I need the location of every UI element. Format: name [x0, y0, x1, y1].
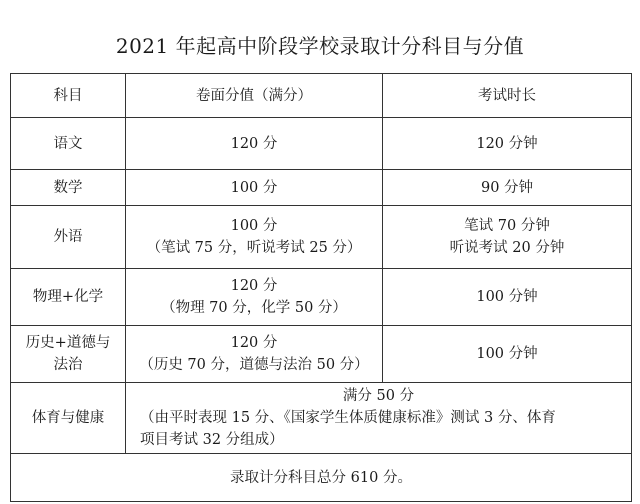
duration-value: 笔试 70 分钟 — [464, 218, 550, 234]
table-row — [11, 206, 632, 269]
total-cell: 录取计分科目总分 610 分。 — [11, 454, 632, 502]
pe-score-cell — [126, 383, 632, 454]
score-cell: 120 分 — [126, 118, 383, 170]
table-header-row — [11, 74, 632, 118]
score-cell: 100 分 — [126, 170, 383, 206]
table-row — [11, 269, 632, 326]
subject-cell: 体育与健康 — [11, 383, 126, 454]
subject-line: 法治 — [53, 357, 83, 373]
score-cell — [126, 269, 383, 326]
score-note: （笔试 75 分，听说考试 25 分） — [146, 240, 362, 256]
subject-cell: 语文 — [11, 118, 126, 170]
table-row — [11, 118, 632, 170]
duration-cell: 120 分钟 — [383, 118, 632, 170]
score-cell — [126, 326, 383, 383]
score-note: （物理 70 分，化学 50 分） — [161, 300, 347, 316]
duration-cell — [383, 206, 632, 269]
subject-cell: 物理+化学 — [11, 269, 126, 326]
duration-cell: 90 分钟 — [383, 170, 632, 206]
table-row — [11, 326, 632, 383]
header-duration: 考试时长 — [383, 74, 632, 118]
pe-score-note-line2: 项目考试 32 分组成） — [140, 432, 284, 448]
score-value: 120 分 — [230, 335, 278, 351]
score-cell — [126, 206, 383, 269]
subject-line: 历史+道德与 — [25, 335, 111, 351]
scoring-table — [10, 73, 632, 502]
score-note: （历史 70 分，道德与法治 50 分） — [139, 357, 369, 373]
subject-cell: 外语 — [11, 206, 126, 269]
header-subject: 科目 — [11, 74, 126, 118]
table-title: 2021 年起高中阶段学校录取计分科目与分值 — [115, 34, 525, 58]
score-value: 120 分 — [230, 278, 278, 294]
pe-score-note-line1: （由平时表现 15 分、《国家学生体质健康标准》测试 3 分、体育 — [140, 410, 556, 426]
table-total-row — [11, 454, 632, 502]
duration-cell: 100 分钟 — [383, 269, 632, 326]
subject-cell: 数学 — [11, 170, 126, 206]
score-value: 100 分 — [230, 218, 278, 234]
table-row — [11, 170, 632, 206]
pe-score-value: 满分 50 分 — [342, 388, 415, 404]
header-score: 卷面分值（满分） — [126, 74, 383, 118]
duration-note: 听说考试 20 分钟 — [449, 240, 565, 256]
subject-cell — [11, 326, 126, 383]
duration-cell: 100 分钟 — [383, 326, 632, 383]
table-row-pe — [11, 383, 632, 454]
